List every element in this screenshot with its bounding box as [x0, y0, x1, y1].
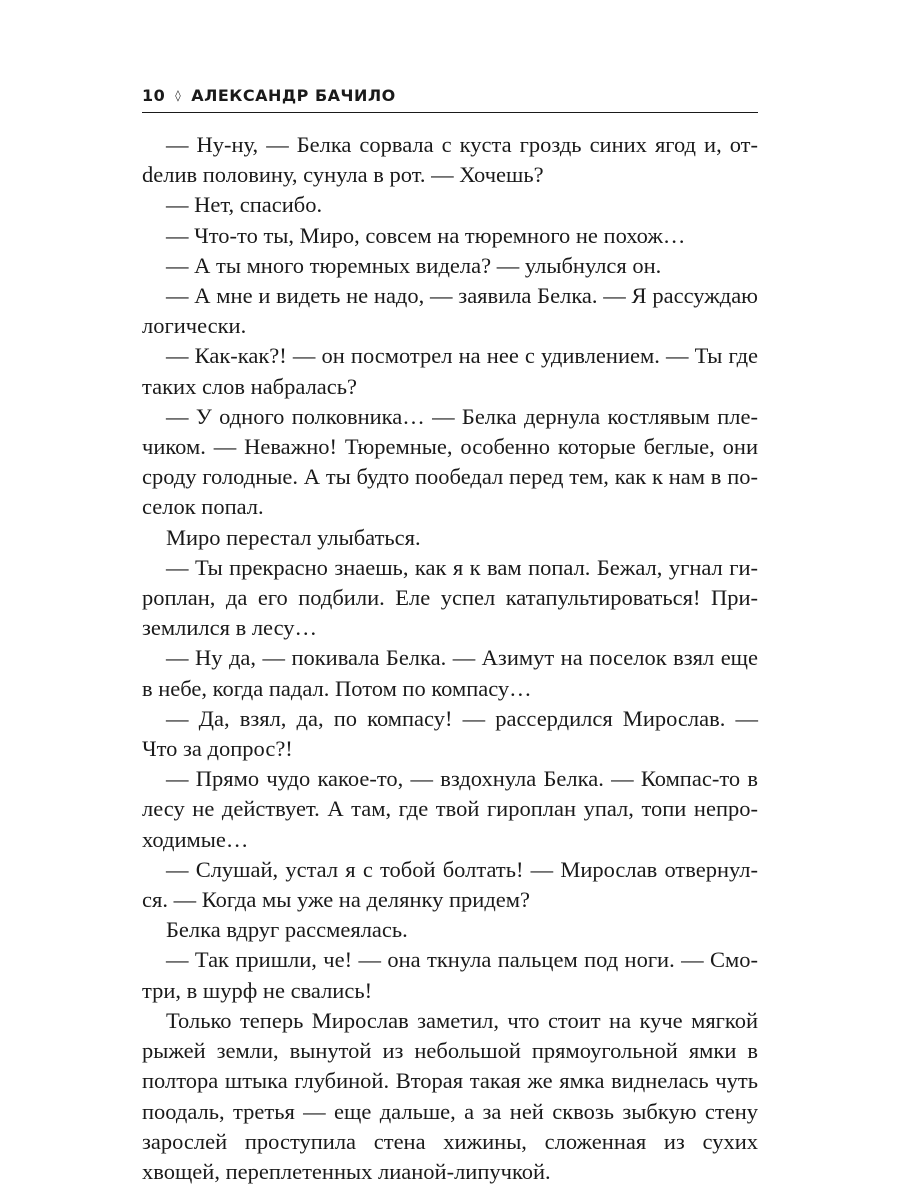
author-name: АЛЕКСАНДР БАЧИЛО: [191, 85, 396, 105]
paragraph: — Нет, спасибо.: [166, 192, 323, 218]
paragraph: — Так пришли, че! — она ткнула пальцем под ноги. — Смотри, в шурф не свались!: [142, 947, 758, 1003]
paragraph: Миро перестал улыбаться.: [166, 524, 421, 550]
paragraph: — Что-то ты, Миро, совсем на тюремного не похож…: [166, 222, 686, 248]
paragraph: — Ты прекрасно знаешь, как я к вам попал. Бежал, угнал гироплан, да его подбили. Еле успел катапультироваться! Приземлился в лесу…: [142, 554, 758, 641]
diamond-ornament-icon: ◊: [175, 88, 182, 102]
paragraph: Только теперь Мирослав заметил, что стоит на куче мягкой рыжей земли, вынутой из небольшой прямоугольной ямки в полтора штыка глубиной. Вторая такая же ямка виднелась чуть поодаль, третья — еще дальше, а за ней сквозь зыбкую стену зарослей проступила стена хижины, сложенная из сухих хвощей, переплетенных лианой-липучкой.: [142, 1007, 758, 1184]
page-number: 10: [142, 85, 166, 105]
paragraph: — Прямо чудо какое-то, — вздохнула Белка. — Компас-то в лесу не действует. А там, где твой гироплан упал, топи непроходимые…: [142, 766, 758, 852]
paragraph: — У одного полковника… — Белка дернула костлявым плечиком. — Неважно! Тюремные, особенно которые беглые, они сроду голодные. А ты будто пообедал перед тем, как к нам в поселок попал.: [142, 403, 758, 520]
body-text: [142, 130, 758, 1187]
paragraph: — Слушай, устал я с тобой болтать! — Мирослав отвернулся. — Когда мы уже на делянку придем?: [142, 856, 758, 913]
paragraph: — Да, взял, да, по компасу! — рассердился Мирослав. — Что за допрос?!: [142, 705, 758, 762]
running-head: [142, 84, 758, 106]
paragraph: — Ну-ну, — Белка сорвала с куста гроздь синих ягод и, отdелив половину, сунула в рот. — Хочешь?: [142, 132, 758, 188]
paragraph: — Как-как?! — он посмотрел на нее с удивлением. — Ты где таких слов набралась?: [142, 343, 758, 399]
header-divider: [142, 112, 758, 113]
paragraph: — А мне и видеть не надо, — заявила Белка. — Я рассуждаю логически.: [142, 283, 758, 339]
paragraph: — А ты много тюремных видела? — улыбнулся он.: [166, 252, 662, 278]
paragraph: — Ну да, — покивала Белка. — Азимут на поселок взял еще в небе, когда падал. Потом по компасу…: [142, 645, 758, 701]
paragraph: Белка вдруг рассмеялась.: [166, 917, 408, 943]
